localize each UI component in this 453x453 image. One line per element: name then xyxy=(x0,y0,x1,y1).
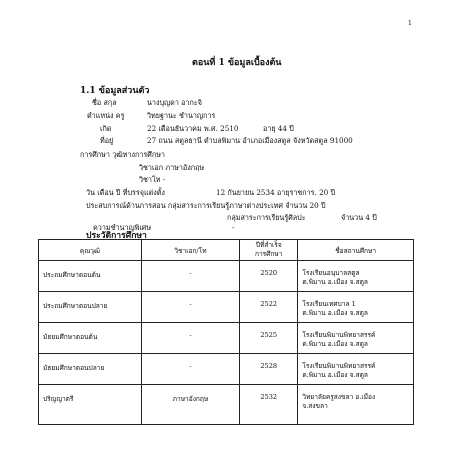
table-row xyxy=(39,292,414,323)
cell-school-line-2: จ.สงขลา xyxy=(302,402,328,410)
cell-school-line-1: โรงเรียนอนุบาลสตูล xyxy=(302,269,360,277)
education-line: การศึกษา วุฒิทางการศึกษา xyxy=(80,150,165,159)
address-label: ที่อยู่ xyxy=(100,136,114,145)
table-row xyxy=(39,261,414,292)
cell-level: ประถมศึกษาตอนต้น xyxy=(39,261,142,292)
cell-school xyxy=(298,323,414,354)
education-history-table xyxy=(38,239,414,425)
name-label: ชื่อ สกุล xyxy=(92,98,117,107)
cell-school-line-2: ต.พิมาน อ.เมือง จ.สตูล xyxy=(302,309,368,317)
cell-level: มัธยมศึกษาตอนต้น xyxy=(39,323,142,354)
cell-level: ประถมศึกษาตอนปลาย xyxy=(39,292,142,323)
cell-school xyxy=(298,261,414,292)
cell-school-line-1: โรงเรียนเทศบาล 1 xyxy=(302,300,356,308)
cell-school xyxy=(298,354,414,385)
name-value: นางบุญดา อากะจิ xyxy=(147,98,202,107)
page-number: 1 xyxy=(408,20,412,27)
header-year-line-2: การศึกษา xyxy=(254,250,283,258)
cell-school-line-1: โรงเรียนพิมานพิทยาสรรค์ xyxy=(302,331,376,339)
cell-school xyxy=(298,385,414,425)
page-title: ตอนที่ 1 ข้อมูลเบื้องต้น xyxy=(192,58,282,68)
cell-major: - xyxy=(141,354,239,385)
cell-year: 2522 xyxy=(240,292,298,323)
table-header-row xyxy=(39,240,414,261)
cell-year: 2520 xyxy=(240,261,298,292)
section-heading-education-history: ประวัติการศึกษา xyxy=(86,231,147,241)
cell-school-line-2: ต.พิมาน อ.เมือง จ.สตูล xyxy=(302,340,368,348)
cell-major: ภาษาอังกฤษ xyxy=(141,385,239,425)
start-date-value: 12 กันยายน 2534 อายุราชการ. 20 ปี xyxy=(216,188,336,197)
born-label: เกิด xyxy=(100,124,112,133)
cell-year: 2528 xyxy=(240,354,298,385)
cell-year: 2525 xyxy=(240,323,298,354)
cell-school xyxy=(298,292,414,323)
experience-line-2-subject: กลุ่มสาระการเรียนรู้ศิลปะ xyxy=(227,213,306,222)
header-level: คุณวุฒิ xyxy=(39,240,142,261)
table-row xyxy=(39,354,414,385)
born-value: 22 เดือนธันวาคม พ.ศ. 2510 xyxy=(147,124,239,133)
start-date-label: วัน เดือน ปี ที่บรรจุแต่งตั้ง xyxy=(86,188,165,197)
cell-school-line-1: วิทยาลัยครูสงขลา อ.เมือง xyxy=(302,393,376,401)
cell-level: มัธยมศึกษาตอนปลาย xyxy=(39,354,142,385)
age-value: อายุ 44 ปี xyxy=(263,124,294,133)
special-skill-value: - xyxy=(232,223,235,232)
header-school: ชื่อสถานศึกษา xyxy=(298,240,414,261)
cell-school-line-2: ต.พิมาน อ.เมือง จ.สตูล xyxy=(302,278,368,286)
header-major: วิชาเอก/โท xyxy=(141,240,239,261)
cell-school-line-1: โรงเรียนพิมานพิทยาสรรค์ xyxy=(302,362,376,370)
position-value: วิทยฐานะ ชำนาญการ xyxy=(147,111,216,120)
header-year-line-1: ปีที่สำเร็จ xyxy=(255,241,282,249)
cell-level: ปริญญาตรี xyxy=(39,385,142,425)
cell-major: - xyxy=(141,323,239,354)
experience-line-1: ประสบการณ์ด้านการสอน กลุ่มสาระการเรียนรู้ภาษาต่างประเทศ จำนวน 20 ปี xyxy=(86,201,326,210)
cell-school-line-2: ต.พิมาน อ.เมือง จ.สตูล xyxy=(302,371,368,379)
minor-line: วิชาโท - xyxy=(139,175,166,184)
header-year xyxy=(240,240,298,261)
position-label: ตำแหน่ง ครู xyxy=(87,111,125,120)
table-row xyxy=(39,323,414,354)
cell-major: - xyxy=(141,292,239,323)
major-line: วิชาเอก ภาษาอังกฤษ xyxy=(139,163,205,172)
cell-major: - xyxy=(141,261,239,292)
special-skill-label: ความชำนาญพิเศษ xyxy=(93,223,152,232)
address-value: 27 ถนน สตูลธานี ตำบลพิมาน อำเภอเมืองสตูล จังหวัดสตูล 91000 xyxy=(147,136,353,145)
cell-year: 2532 xyxy=(240,385,298,425)
experience-line-2-years: จำนวน 4 ปี xyxy=(341,213,377,222)
section-heading-personal: 1.1 ข้อมูลส่วนตัว xyxy=(80,86,150,96)
table-row xyxy=(39,385,414,425)
